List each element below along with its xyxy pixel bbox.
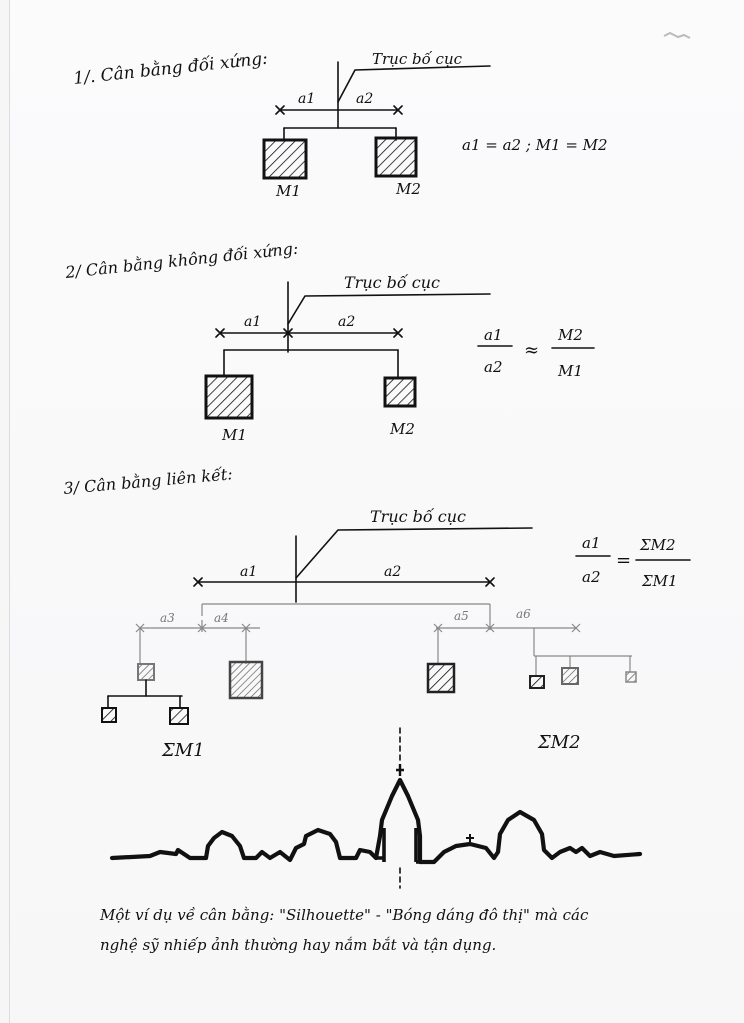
beam [224,350,398,378]
label-a2: a2 [338,314,356,330]
section-2-heading: 2/ Cân bằng không đối xứng: [64,238,300,282]
small-mass-block [530,676,544,688]
ratio-left-numerator: a1 [484,326,503,344]
dimension-line [276,106,402,114]
label-m2: M2 [390,420,415,438]
composition-axis [296,528,532,602]
small-mass-block [170,708,188,724]
cross-icon [466,834,474,842]
left-sub-beam [136,620,260,664]
section-3-heading: 3/ Cân bằng liên kết: [62,464,234,498]
mass-block-m2 [376,138,416,176]
label-sum-m1: ΣM1 [162,740,205,761]
label-a5: a5 [454,609,469,623]
section-1-heading: 1/. Cân bằng đối xứng: [72,48,269,89]
small-mass-block [138,664,154,680]
section-2-asymmetric-balance [63,239,594,444]
dimension-line [216,329,402,337]
label-m1: M1 [276,182,301,200]
ratio-right-denominator: M1 [558,362,583,380]
approx-sign: ≈ [524,340,540,361]
mass-block [428,664,454,692]
equation: a1 = a2 ; M1 = M2 [462,136,608,154]
small-mass-block [562,668,578,684]
mass-block-m1 [206,376,252,418]
cross-icon [396,764,404,776]
ratio-left-numerator: a1 [582,534,601,552]
dimension-line [194,578,494,586]
caption [99,906,589,954]
ratio-formula [478,326,594,380]
equals-sign: = [616,550,632,571]
label-a1: a1 [240,564,258,580]
label-a4: a4 [214,611,229,625]
caption-line-2: nghệ sỹ nhiếp ảnh thường hay nắm bắt và tận dụng. [100,936,497,954]
ratio-formula [576,534,690,590]
mass-block-m2 [385,378,415,406]
axis-label: Trục bố cục [372,50,463,68]
mass-block-m1 [264,140,306,178]
label-a2: a2 [384,564,402,580]
label-a1: a1 [244,314,262,330]
skyline-outline [112,780,640,862]
ratio-left-denominator: a2 [582,568,601,586]
axis-label: Trục bố cục [344,273,441,292]
linked-beam [202,604,490,616]
ratio-right-numerator: M2 [558,326,583,344]
axis-label: Trục bố cục [370,507,467,526]
label-a2: a2 [356,91,374,107]
label-m2: M2 [396,180,421,198]
ratio-left-denominator: a2 [484,358,503,376]
section-3-linked-balance [63,464,690,761]
staple-mark [664,33,690,38]
caption-line-1: Một ví dụ về cân bằng: "Silhouette" - "Bóng dáng đô thị" mà các [100,906,589,924]
mass-block [230,662,262,698]
sub-sub-beam [108,680,182,708]
label-a1: a1 [298,91,316,107]
label-a6: a6 [516,607,531,621]
ratio-right-numerator: ΣM2 [640,536,676,554]
label-a3: a3 [160,611,175,625]
label-sum-m2: ΣM2 [538,732,581,753]
right-sub-beam [434,616,632,676]
section-1-symmetric-balance [72,49,607,200]
small-mass-block [626,672,636,682]
ratio-right-denominator: ΣM1 [642,572,678,590]
composition-axis [288,282,490,352]
label-m1: M1 [222,426,247,444]
small-mass-block [102,708,116,722]
